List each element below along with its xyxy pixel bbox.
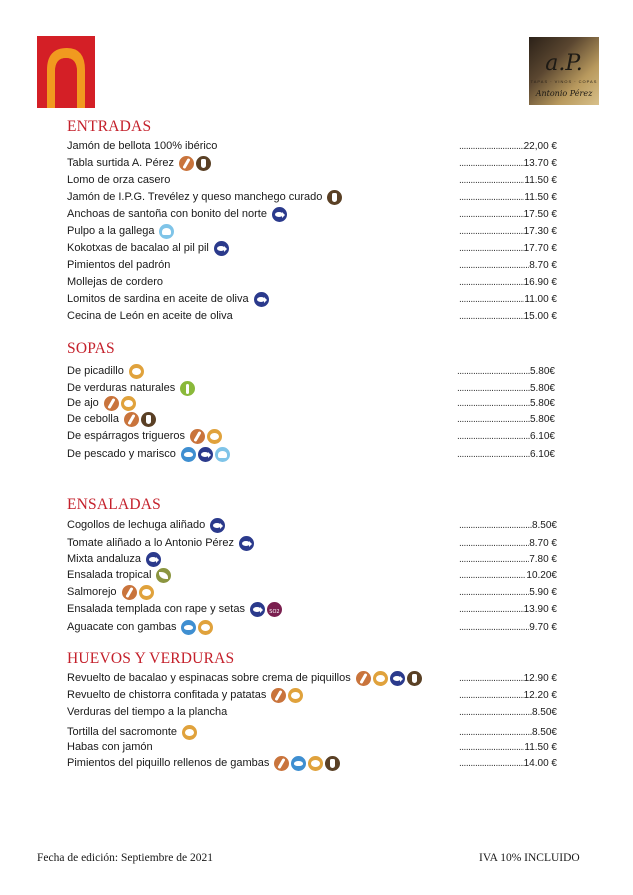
dot-leader: [459, 309, 524, 324]
menu-item-price: 11.50 €: [524, 175, 557, 186]
menu-item-price-group: [459, 275, 557, 290]
menu-item-name-group: [67, 740, 156, 755]
menu-item: [67, 740, 567, 757]
dot-leader: [459, 568, 526, 583]
tax-note: IVA 10% INCLUIDO: [479, 852, 580, 864]
fish-allergen-icon: [390, 671, 405, 686]
menu-item: [67, 585, 567, 602]
menu-item-name-group: [67, 536, 254, 551]
menu-item: [67, 190, 567, 207]
menu-item: [67, 688, 567, 705]
menu-item: [67, 671, 567, 688]
menu-item-name-group: [67, 139, 220, 154]
menu-item-name: De ajo: [67, 397, 99, 409]
menu-item-price-group: [459, 207, 557, 222]
egg-allergen-icon: [308, 756, 323, 771]
celery-allergen-icon: [180, 381, 195, 396]
menu-item-price-group: [459, 585, 557, 600]
bread-allergen-icon: [274, 756, 289, 771]
milk-allergen-icon: [407, 671, 422, 686]
menu-item-price: 7.80 €: [529, 554, 557, 565]
logo-monogram: a.P.: [545, 51, 583, 76]
menu-item-price-group: [457, 396, 555, 411]
menu-item-price: 8.70 €: [529, 538, 557, 549]
menu-item-name: Pulpo a la gallega: [67, 225, 155, 237]
menu-item-price-group: [459, 224, 557, 239]
menu-item-name-group: [67, 207, 287, 222]
dot-leader: [459, 292, 524, 307]
menu-item-name: Aguacate con gambas: [67, 621, 177, 633]
menu-item-name-group: [67, 585, 154, 600]
menu-item: [67, 156, 567, 173]
menu-item-price: 5.80€: [529, 414, 555, 425]
menu-item-name: Tortilla del sacromonte: [67, 726, 178, 738]
menu-item-name-group: [67, 292, 269, 307]
menu-item-price: 10.20€: [526, 570, 557, 581]
fish-allergen-icon: [210, 518, 225, 533]
menu-item-name: Tabla surtida A. Pérez: [67, 157, 175, 169]
menu-item-price: 8.50€: [531, 727, 557, 738]
menu-item-name: Tomate aliñado a lo Antonio Pérez: [67, 537, 234, 549]
egg-allergen-icon: [373, 671, 388, 686]
edition-date: Fecha de edición: Septiembre de 2021: [37, 852, 213, 864]
dot-leader: [459, 207, 524, 222]
dot-leader: [459, 740, 524, 755]
menu-item-name-group: [67, 258, 173, 273]
menu-item-name-group: [67, 705, 230, 720]
menu-item-price-group: [459, 602, 557, 617]
dot-leader: [457, 381, 530, 396]
section-title: SOPAS: [67, 340, 115, 357]
menu-item-price-group: [459, 536, 557, 551]
menu-item-price-group: [459, 671, 557, 686]
menu-item-price: 22,00 €: [523, 141, 557, 152]
dot-leader: [459, 620, 529, 635]
menu-item-price-group: [459, 620, 557, 635]
menu-item-name-group: [67, 552, 161, 567]
egg-allergen-icon: [139, 585, 154, 600]
fish-allergen-icon: [239, 536, 254, 551]
menu-item-name: De espárragos trigueros: [67, 430, 186, 442]
menu-item-name-group: [67, 275, 166, 290]
menu-item-price-group: [459, 705, 557, 720]
menu-item-name: Lomo de orza casero: [67, 174, 171, 186]
menu-item-name: Mollejas de cordero: [67, 276, 163, 288]
menu-item-name-group: [67, 620, 213, 635]
menu-item-price: 5.80€: [529, 366, 555, 377]
menu-item-name-group: [67, 224, 174, 239]
menu-item-name-group: [67, 309, 236, 324]
crab-allergen-icon: [291, 756, 306, 771]
dot-leader: [459, 190, 524, 205]
menu-item-price-group: [459, 139, 557, 154]
menu-item-name-group: [67, 396, 136, 411]
fish-allergen-icon: [272, 207, 287, 222]
menu-item-price-group: [457, 447, 555, 462]
dot-leader: [459, 705, 532, 720]
menu-item-price: 5.80€: [529, 383, 555, 394]
menu-item-name: Pimientos del piquillo rellenos de gambas: [67, 757, 270, 769]
menu-item-price-group: [459, 740, 557, 755]
sulf-allergen-icon: [267, 602, 282, 617]
section-title: HUEVOS Y VERDURAS: [67, 650, 235, 667]
menu-item-name: De picadillo: [67, 365, 124, 377]
bread-allergen-icon: [122, 585, 137, 600]
menu-item-price: 13.70 €: [523, 158, 557, 169]
menu-item-name-group: [67, 756, 340, 771]
dot-leader: [459, 156, 524, 171]
menu-item-name: De pescado y marisco: [67, 448, 176, 460]
dot-leader: [457, 396, 530, 411]
fish-allergen-icon: [214, 241, 229, 256]
menu-item-price-group: [459, 309, 557, 324]
menu-item-name: Cogollos de lechuga aliñado: [67, 519, 206, 531]
menu-item-name-group: [67, 602, 282, 617]
milk-allergen-icon: [196, 156, 211, 171]
menu-item-price-group: [459, 258, 557, 273]
section-title: ENSALADAS: [67, 496, 161, 513]
menu-item-price-group: [459, 725, 557, 740]
menu-item: [67, 224, 567, 241]
dot-leader: [459, 688, 524, 703]
dot-leader: [459, 585, 529, 600]
menu-item-name: Habas con jamón: [67, 741, 153, 753]
menu-item-price-group: [459, 756, 557, 771]
egg-allergen-icon: [198, 620, 213, 635]
menu-item-name-group: [67, 190, 342, 205]
menu-item-price-group: [457, 412, 555, 427]
fish-allergen-icon: [254, 292, 269, 307]
menu-item-name: Revuelto de bacalao y espinacas sobre crema de piquillos: [67, 672, 351, 684]
egg-allergen-icon: [129, 364, 144, 379]
menu-item-name-group: [67, 241, 229, 256]
menu-item-price: 13.90 €: [523, 604, 557, 615]
fish-allergen-icon: [198, 447, 213, 462]
menu-item-name-group: [67, 156, 211, 171]
bread-allergen-icon: [356, 671, 371, 686]
menu-item-name-group: [67, 688, 303, 703]
menu-item-name: Lomitos de sardina en aceite de oliva: [67, 293, 249, 305]
bread-allergen-icon: [104, 396, 119, 411]
menu-item-price: 5.80€: [529, 398, 555, 409]
menu-item-price: 6.10€: [529, 449, 555, 460]
dot-leader: [459, 552, 529, 567]
menu-item: [67, 241, 567, 258]
menu-item: [67, 536, 567, 553]
dot-leader: [459, 275, 524, 290]
menu-item-name: Verduras del tiempo a la plancha: [67, 706, 228, 718]
menu-item: [67, 552, 567, 569]
menu-item-price: 12.20 €: [523, 690, 557, 701]
menu-item-name-group: [67, 518, 225, 533]
menu-item-name: Jamón de bellota 100% ibérico: [67, 140, 218, 152]
menu-item: [67, 620, 567, 637]
menu-item-name-group: [67, 381, 195, 396]
menu-item-name: Ensalada tropical: [67, 569, 152, 581]
section-title: ENTRADAS: [67, 118, 152, 135]
dot-leader: [459, 756, 524, 771]
menu-item-name-group: [67, 568, 171, 583]
milk-allergen-icon: [325, 756, 340, 771]
menu-item: [67, 412, 567, 429]
menu-item-price: 16.90 €: [523, 277, 557, 288]
menu-item-price: 11.50 €: [524, 742, 557, 753]
menu-item-price-group: [459, 518, 557, 533]
menu-item: [67, 429, 567, 446]
menu-item-name: De cebolla: [67, 413, 119, 425]
menu-item-name-group: [67, 447, 230, 462]
menu-item-name: Mixta andaluza: [67, 553, 141, 565]
menu-item-price: 6.10€: [529, 431, 555, 442]
dot-leader: [457, 447, 530, 462]
menu-item: [67, 602, 567, 619]
egg-allergen-icon: [121, 396, 136, 411]
dot-leader: [459, 258, 529, 273]
menu-item-price: 8.70 €: [529, 260, 557, 271]
milk-allergen-icon: [327, 190, 342, 205]
menu-item-name-group: [67, 412, 156, 427]
menu-item: [67, 518, 567, 535]
menu-item-price: 9.70 €: [529, 622, 557, 633]
menu-item-name: Jamón de I.P.G. Trevélez y queso manchego curado: [67, 191, 323, 203]
dot-leader: [459, 241, 524, 256]
menu-item: [67, 292, 567, 309]
dot-leader: [459, 725, 532, 740]
menu-item-name-group: [67, 671, 422, 686]
menu-item-price: 17.50 €: [523, 209, 557, 220]
menu-item-price-group: [459, 173, 557, 188]
menu-item: [67, 173, 567, 190]
dot-leader: [459, 518, 532, 533]
restaurant-logo-right: [529, 37, 599, 105]
menu-item: [67, 364, 567, 381]
bread-allergen-icon: [124, 412, 139, 427]
dot-leader: [459, 671, 524, 686]
fish-allergen-icon: [146, 552, 161, 567]
dot-leader: [459, 602, 524, 617]
menu-item-price-group: [459, 688, 557, 703]
menu-item-name: Kokotxas de bacalao al pil pil: [67, 242, 209, 254]
menu-item-price-group: [459, 292, 557, 307]
menu-item-name: Salmorejo: [67, 586, 117, 598]
menu-item: [67, 396, 567, 413]
bread-allergen-icon: [190, 429, 205, 444]
menu-item: [67, 258, 567, 275]
menu-item-price: 14.00 €: [523, 758, 557, 769]
menu-item-price-group: [459, 568, 557, 583]
menu-item-price-group: [459, 156, 557, 171]
menu-item-price: 17.70 €: [523, 243, 557, 254]
menu-item: [67, 447, 567, 464]
menu-item-price-group: [459, 552, 557, 567]
menu-item-price-group: [457, 364, 555, 379]
logo-signature: Antonio Pérez: [535, 89, 593, 98]
milk-allergen-icon: [141, 412, 156, 427]
shell-allergen-icon: [215, 447, 230, 462]
menu-item: [67, 275, 567, 292]
restaurant-logo-left: [37, 36, 95, 108]
menu-item: [67, 568, 567, 585]
menu-item: [67, 756, 567, 773]
crab-allergen-icon: [181, 447, 196, 462]
logo-tagline: TAPAS · VINOS · COPAS: [530, 79, 598, 84]
dot-leader: [457, 364, 530, 379]
menu-item-price-group: [457, 429, 555, 444]
menu-item: [67, 139, 567, 156]
crab-allergen-icon: [181, 620, 196, 635]
dot-leader: [459, 536, 529, 551]
menu-item: [67, 705, 567, 722]
menu-item-name-group: [67, 173, 173, 188]
fish-allergen-icon: [250, 602, 265, 617]
menu-item-price: 8.50€: [531, 707, 557, 718]
mustard-allergen-icon: [156, 568, 171, 583]
menu-item-name: Ensalada templada con rape y setas: [67, 603, 245, 615]
dot-leader: [457, 429, 530, 444]
menu-item-name-group: [67, 429, 222, 444]
menu-item-price: 11.50 €: [524, 192, 557, 203]
menu-item-price: 15.00 €: [523, 311, 557, 322]
dot-leader: [459, 139, 524, 154]
menu-item-name: Cecina de León en aceite de oliva: [67, 310, 233, 322]
menu-item-name: Anchoas de santoña con bonito del norte: [67, 208, 267, 220]
bread-allergen-icon: [179, 156, 194, 171]
menu-item-price-group: [459, 241, 557, 256]
dot-leader: [457, 412, 530, 427]
menu-item-price: 8.50€: [531, 520, 557, 531]
menu-item-name: Revuelto de chistorra confitada y patatas: [67, 689, 267, 701]
menu-item-name-group: [67, 364, 144, 379]
menu-item-price-group: [457, 381, 555, 396]
shell-allergen-icon: [159, 224, 174, 239]
menu-item-price: 12.90 €: [523, 673, 557, 684]
menu-item-name-group: [67, 725, 197, 740]
menu-item-price: 11.00 €: [524, 294, 557, 305]
menu-item-price: 17.30 €: [523, 226, 557, 237]
menu-item: [67, 309, 567, 326]
dot-leader: [459, 224, 524, 239]
menu-item-price: 5.90 €: [529, 587, 557, 598]
dot-leader: [459, 173, 524, 188]
menu-item-name: De verduras naturales: [67, 382, 176, 394]
egg-allergen-icon: [182, 725, 197, 740]
menu-item-name: Pimientos del padrón: [67, 259, 171, 271]
bread-allergen-icon: [271, 688, 286, 703]
egg-allergen-icon: [288, 688, 303, 703]
egg-allergen-icon: [207, 429, 222, 444]
menu-item: [67, 207, 567, 224]
menu-item-price-group: [459, 190, 557, 205]
